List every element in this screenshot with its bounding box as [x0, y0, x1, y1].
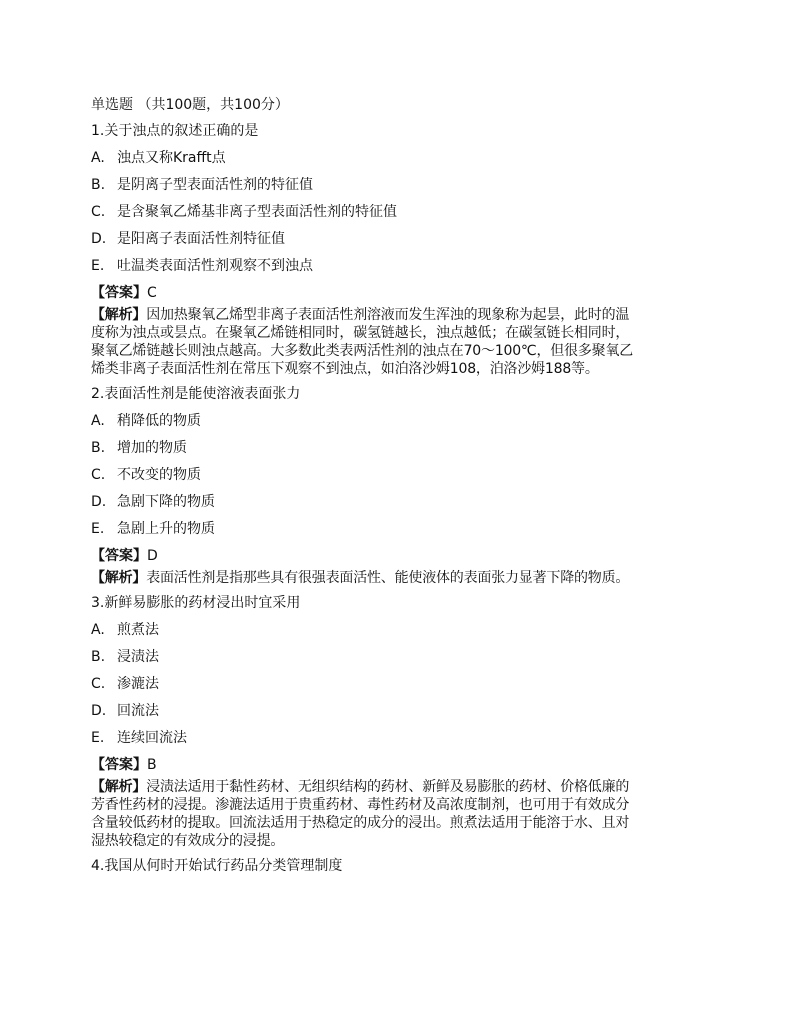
option-letter: B. [91, 177, 106, 193]
option-e [91, 257, 711, 275]
question-stem [91, 122, 711, 140]
document-page [91, 96, 711, 884]
analysis-block [91, 569, 711, 587]
option-text: 浊点又称Krafft点 [117, 150, 226, 166]
option-a [91, 621, 711, 639]
option-letter: E. [91, 730, 105, 746]
option-letter: D. [91, 231, 107, 247]
answer-value: B [147, 757, 157, 773]
option-letter: A. [91, 150, 105, 166]
question-number: 4. [91, 858, 105, 874]
answer-tag: 【答案】 [91, 285, 147, 301]
option-letter: B. [91, 649, 106, 665]
option-letter: C. [91, 204, 106, 220]
analysis-line: 湿热较稳定的有效成分的浸提。 [91, 833, 285, 849]
option-e [91, 520, 711, 538]
option-text: 是含聚氧乙烯基非离子型表面活性剂的特征值 [117, 204, 397, 220]
answer-tag: 【答案】 [91, 757, 147, 773]
analysis-line: 烯类非离子表面活性剂在常压下观察不到浊点，如泊洛沙姆108，泊洛沙姆188等。 [91, 361, 599, 377]
option-b [91, 176, 711, 194]
option-text: 渗漉法 [117, 676, 159, 692]
analysis-tag: 【解析】 [91, 307, 147, 323]
analysis-block [91, 778, 711, 850]
option-a [91, 149, 711, 167]
option-letter: E. [91, 521, 105, 537]
option-text: 是阴离子型表面活性剂的特征值 [117, 177, 313, 193]
question-number: 1. [91, 123, 105, 139]
question-block [91, 122, 711, 378]
option-letter: E. [91, 258, 105, 274]
analysis-line: 含量较低药材的提取。回流法适用于热稳定的成分的浸出。煎煮法适用于能溶于水、且对 [91, 815, 630, 831]
question-stem [91, 385, 711, 403]
option-letter: A. [91, 622, 105, 638]
answer-line [91, 547, 711, 565]
analysis-line: 【解析】表面活性剂是指那些具有很强表面活性、能使液体的表面张力显著下降的物质。 [91, 570, 630, 586]
option-b [91, 648, 711, 666]
option-text: 不改变的物质 [117, 467, 201, 483]
answer-line [91, 756, 711, 774]
option-text: 吐温类表面活性剂观察不到浊点 [117, 258, 313, 274]
option-letter: B. [91, 440, 106, 456]
answer-value: C [147, 285, 157, 301]
option-text: 急剧下降的物质 [117, 494, 215, 510]
question-text: 新鲜易膨胀的药材浸出时宜采用 [104, 595, 301, 611]
option-d [91, 493, 711, 511]
option-letter: C. [91, 676, 106, 692]
question-block [91, 857, 711, 875]
answer-tag: 【答案】 [91, 548, 147, 564]
question-block [91, 594, 711, 850]
section-title: 单选题 （共100题，共100分） [91, 97, 289, 113]
analysis-line: 芳香性药材的浸提。渗漉法适用于贵重药材、毒性药材及高浓度制剂，也可用于有效成分 [91, 797, 630, 813]
analysis-line: 【解析】因加热聚氧乙烯型非离子表面活性剂溶液而发生浑浊的现象称为起昙，此时的温 [91, 307, 630, 323]
option-c [91, 466, 711, 484]
option-letter: D. [91, 494, 107, 510]
option-c [91, 203, 711, 221]
option-letter: A. [91, 413, 105, 429]
analysis-tag: 【解析】 [91, 779, 147, 795]
question-stem [91, 857, 711, 875]
option-d [91, 702, 711, 720]
option-text: 增加的物质 [117, 440, 187, 456]
option-letter: C. [91, 467, 106, 483]
option-text: 回流法 [117, 703, 159, 719]
question-stem [91, 594, 711, 612]
answer-value: D [147, 548, 158, 564]
option-text: 煎煮法 [117, 622, 159, 638]
answer-line [91, 284, 711, 302]
option-text: 是阳离子表面活性剂特征值 [117, 231, 285, 247]
option-d [91, 230, 711, 248]
analysis-line: 聚氧乙烯链越长则浊点越高。大多数此类表两活性剂的浊点在70～100℃，但很多聚氧乙 [91, 343, 634, 359]
option-text: 急剧上升的物质 [117, 521, 215, 537]
question-text: 关于浊点的叙述正确的是 [104, 123, 259, 139]
option-b [91, 439, 711, 457]
option-e [91, 729, 711, 747]
analysis-line: 【解析】浸渍法适用于黏性药材、无组织结构的药材、新鲜及易膨胀的药材、价格低廉的 [91, 779, 630, 795]
question-number: 3. [91, 595, 105, 611]
question-number: 2. [91, 386, 105, 402]
option-a [91, 412, 711, 430]
analysis-tag: 【解析】 [91, 570, 147, 586]
analysis-line: 度称为浊点或昙点。在聚氧乙烯链相同时，碳氢链越长，浊点越低；在碳氢链长相同时， [91, 325, 630, 341]
question-text: 表面活性剂是能使溶液表面张力 [104, 386, 301, 402]
option-c [91, 675, 711, 693]
option-text: 连续回流法 [117, 730, 187, 746]
question-block [91, 385, 711, 587]
question-text: 我国从何时开始试行药品分类管理制度 [104, 858, 343, 874]
analysis-block [91, 306, 711, 378]
option-text: 稍降低的物质 [117, 413, 201, 429]
option-letter: D. [91, 703, 107, 719]
option-text: 浸渍法 [117, 649, 159, 665]
